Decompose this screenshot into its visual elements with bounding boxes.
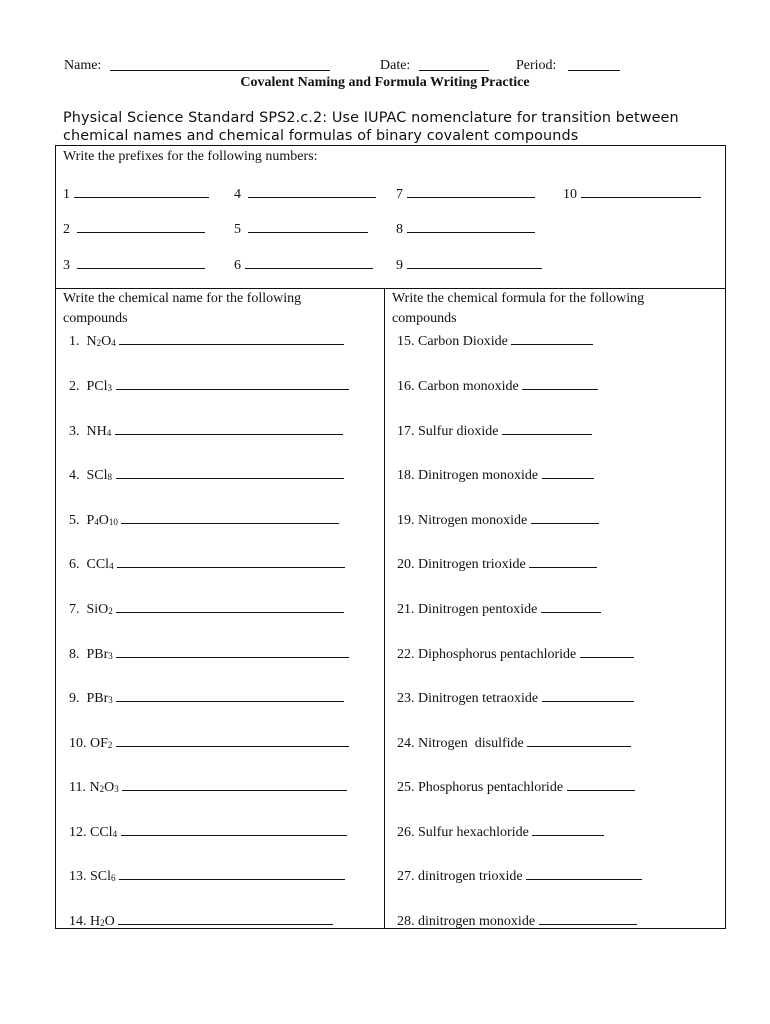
- formula-symbol: PCl: [86, 379, 108, 394]
- item-compound-name: Nitrogen monoxide: [418, 513, 531, 528]
- chemical-formula-item: [397, 466, 594, 484]
- prefix-row-1[interactable]: 1: [63, 185, 209, 203]
- item-number: 28.: [397, 914, 418, 929]
- left-instruction-line2: compounds: [63, 311, 128, 326]
- item-formula: [89, 780, 118, 795]
- item-formula: [90, 825, 117, 840]
- chemical-name-item: [69, 689, 344, 707]
- chemical-formula-item: [397, 600, 601, 618]
- right-instruction-line1: Write the chemical formula for the following: [392, 291, 645, 306]
- formula-symbol: CCl: [90, 825, 113, 840]
- formula-symbol: O: [101, 334, 112, 349]
- prefix-row-6[interactable]: 6: [234, 256, 373, 274]
- answer-blank[interactable]: [116, 377, 349, 390]
- answer-blank[interactable]: [115, 422, 343, 435]
- formula-symbol: SCl: [86, 468, 108, 483]
- period-label: Period:: [516, 58, 557, 73]
- item-formula: [90, 736, 112, 751]
- chemical-name-item: [69, 422, 343, 440]
- period-field[interactable]: [568, 58, 620, 76]
- prefix-instruction: Write the prefixes for the following numbers:: [63, 149, 318, 164]
- formula-subscript: 4: [112, 829, 118, 839]
- formula-symbol: OF: [90, 736, 108, 751]
- formula-symbol: SCl: [90, 869, 112, 884]
- chemical-formula-item: [397, 555, 597, 573]
- formula-subscript: 8: [107, 472, 113, 482]
- item-compound-name: Sulfur hexachloride: [418, 825, 533, 840]
- answer-blank[interactable]: [117, 555, 345, 568]
- item-formula: [90, 869, 116, 884]
- answer-blank[interactable]: [529, 555, 597, 568]
- item-number: 27.: [397, 869, 418, 884]
- chemical-formula-section: [384, 289, 726, 929]
- item-number: 14.: [69, 914, 90, 929]
- formula-subscript: 4: [109, 561, 114, 571]
- date-label: Date:: [380, 58, 411, 73]
- formula-subscript: 3: [114, 784, 119, 794]
- right-instruction-line2: compounds: [392, 311, 457, 326]
- name-label: Name:: [64, 58, 102, 73]
- item-compound-name: Dinitrogen pentoxide: [418, 602, 541, 617]
- chemical-name-item: [69, 511, 339, 529]
- item-number: 17.: [397, 424, 418, 439]
- item-number: 24.: [397, 736, 418, 751]
- item-compound-name: Dinitrogen trioxide: [418, 557, 530, 572]
- item-formula: [90, 914, 115, 929]
- chemical-name-item: [69, 778, 347, 796]
- item-number: 10.: [69, 736, 90, 751]
- item-formula: [87, 557, 114, 572]
- prefix-row-8[interactable]: 8: [396, 220, 535, 238]
- item-compound-name: Diphosphorus pentachloride: [418, 647, 580, 662]
- formula-symbol: NH: [86, 424, 107, 439]
- item-number: 1.: [69, 334, 87, 349]
- formula-subscript: 4: [106, 428, 112, 438]
- formula-subscript: 6: [111, 873, 116, 883]
- chemical-formula-item: [397, 867, 642, 885]
- item-number: 21.: [397, 602, 418, 617]
- formula-subscript: 2: [99, 784, 105, 794]
- item-number: 19.: [397, 513, 418, 528]
- answer-blank[interactable]: [118, 912, 333, 925]
- prefix-row-5[interactable]: 5: [234, 220, 368, 238]
- chemical-formula-item: [397, 689, 634, 707]
- item-formula: [87, 647, 113, 662]
- item-number: 20.: [397, 557, 418, 572]
- answer-blank[interactable]: [526, 867, 642, 880]
- formula-symbol: O: [98, 513, 109, 528]
- item-formula: [87, 468, 113, 483]
- chemical-name-item: [69, 377, 349, 395]
- chemical-formula-item: [397, 511, 599, 529]
- formula-subscript: 10: [108, 517, 118, 527]
- item-compound-name: Carbon monoxide: [418, 379, 523, 394]
- chemical-formula-item: [397, 734, 631, 752]
- chemical-name-item: [69, 466, 344, 484]
- formula-symbol: P: [86, 513, 95, 528]
- answer-blank[interactable]: [121, 511, 339, 524]
- formula-symbol: H: [90, 914, 101, 929]
- chemical-name-item: [69, 555, 345, 573]
- chemical-formula-item: [397, 332, 593, 350]
- answer-blank[interactable]: [121, 823, 347, 836]
- chemical-formula-item: [397, 377, 598, 395]
- item-compound-name: Dinitrogen tetraoxide: [418, 691, 542, 706]
- item-number: 23.: [397, 691, 418, 706]
- name-field[interactable]: [110, 58, 330, 76]
- item-number: 6.: [69, 557, 87, 572]
- formula-symbol: N: [86, 334, 97, 349]
- answer-blank[interactable]: [567, 778, 635, 791]
- item-compound-name: Carbon Dioxide: [418, 334, 512, 349]
- prefix-row-9[interactable]: 9: [396, 256, 542, 274]
- item-number: 3.: [69, 424, 87, 439]
- left-instruction-line1: Write the chemical name for the following: [63, 291, 302, 306]
- formula-subscript: 2: [96, 338, 102, 348]
- item-number: 13.: [69, 869, 90, 884]
- answer-blank[interactable]: [116, 645, 349, 658]
- chemical-name-item: [69, 912, 333, 930]
- chemical-name-item: [69, 332, 344, 350]
- formula-subscript: 2: [107, 740, 113, 750]
- answer-blank[interactable]: [511, 332, 593, 345]
- formula-symbol: N: [89, 780, 100, 795]
- item-formula: [87, 691, 113, 706]
- chemical-formula-item: [397, 645, 634, 663]
- chemical-name-item: [69, 600, 344, 618]
- page-title: Covalent Naming and Formula Writing Practice: [240, 75, 530, 90]
- item-number: 2.: [69, 379, 87, 394]
- answer-blank[interactable]: [527, 734, 631, 747]
- answer-blank[interactable]: [502, 422, 592, 435]
- item-compound-name: Nitrogen disulfide: [418, 736, 528, 751]
- item-number: 16.: [397, 379, 418, 394]
- answer-blank[interactable]: [539, 912, 637, 925]
- answer-blank[interactable]: [531, 511, 599, 524]
- item-number: 25.: [397, 780, 418, 795]
- chemical-formula-item: [397, 422, 592, 440]
- formula-symbol: CCl: [86, 557, 110, 572]
- answer-blank[interactable]: [122, 778, 347, 791]
- chemical-formula-item: [397, 823, 604, 841]
- answer-blank[interactable]: [580, 645, 634, 658]
- answer-blank[interactable]: [542, 689, 634, 702]
- formula-symbol: SiO: [86, 602, 109, 617]
- item-formula: [87, 379, 113, 394]
- formula-symbol: PBr: [86, 647, 109, 662]
- prefix-row-2[interactable]: 2: [63, 220, 205, 238]
- formula-symbol: O: [104, 914, 115, 929]
- chemical-name-item: [69, 734, 349, 752]
- item-number: 22.: [397, 647, 418, 662]
- prefix-row-3[interactable]: 3: [63, 256, 205, 274]
- item-number: 9.: [69, 691, 87, 706]
- answer-blank[interactable]: [119, 332, 344, 345]
- item-number: 8.: [69, 647, 87, 662]
- prefix-row-10[interactable]: 10: [563, 185, 701, 203]
- formula-symbol: O: [104, 780, 115, 795]
- formula-subscript: 4: [111, 338, 116, 348]
- answer-blank[interactable]: [541, 600, 601, 613]
- item-formula: [87, 334, 116, 349]
- item-number: 5.: [69, 513, 87, 528]
- answer-blank[interactable]: [522, 377, 598, 390]
- item-number: 4.: [69, 468, 87, 483]
- answer-blank[interactable]: [116, 600, 344, 613]
- answer-blank[interactable]: [542, 466, 594, 479]
- item-compound-name: Sulfur dioxide: [418, 424, 502, 439]
- chemical-name-item: [69, 823, 347, 841]
- item-compound-name: dinitrogen monoxide: [418, 914, 539, 929]
- item-compound-name: dinitrogen trioxide: [418, 869, 527, 884]
- item-number: 12.: [69, 825, 90, 840]
- formula-subscript: 3: [108, 651, 113, 661]
- formula-subscript: 3: [107, 383, 113, 393]
- chemical-name-item: [69, 867, 345, 885]
- prefix-section: [55, 145, 726, 289]
- chemical-formula-item: [397, 912, 637, 930]
- answer-blank[interactable]: [532, 823, 604, 836]
- prefix-row-4[interactable]: 4: [234, 185, 376, 203]
- answer-blank[interactable]: [116, 734, 349, 747]
- item-formula: [87, 602, 113, 617]
- item-formula: [87, 424, 112, 439]
- item-number: 18.: [397, 468, 418, 483]
- answer-blank[interactable]: [119, 867, 345, 880]
- standard-text: Physical Science Standard SPS2.c.2: Use IUPAC nomenclature for transition between chemical names and chemical formulas of binary covalent compounds: [63, 110, 679, 144]
- item-number: 26.: [397, 825, 418, 840]
- item-formula: [87, 513, 118, 528]
- chemical-name-section: [55, 289, 385, 929]
- formula-subscript: 3: [108, 695, 113, 705]
- formula-symbol: PBr: [86, 691, 109, 706]
- chemical-name-item: [69, 645, 349, 663]
- item-number: 11.: [69, 780, 90, 795]
- prefix-row-7[interactable]: 7: [396, 185, 535, 203]
- date-field[interactable]: [419, 58, 489, 76]
- formula-subscript: 2: [108, 606, 113, 616]
- item-number: 15.: [397, 334, 418, 349]
- answer-blank[interactable]: [116, 689, 344, 702]
- item-compound-name: Phosphorus pentachloride: [418, 780, 567, 795]
- formula-subscript: 4: [94, 517, 99, 527]
- item-number: 7.: [69, 602, 87, 617]
- item-compound-name: Dinitrogen monoxide: [418, 468, 542, 483]
- answer-blank[interactable]: [116, 466, 344, 479]
- formula-subscript: 2: [100, 918, 105, 928]
- chemical-formula-item: [397, 778, 635, 796]
